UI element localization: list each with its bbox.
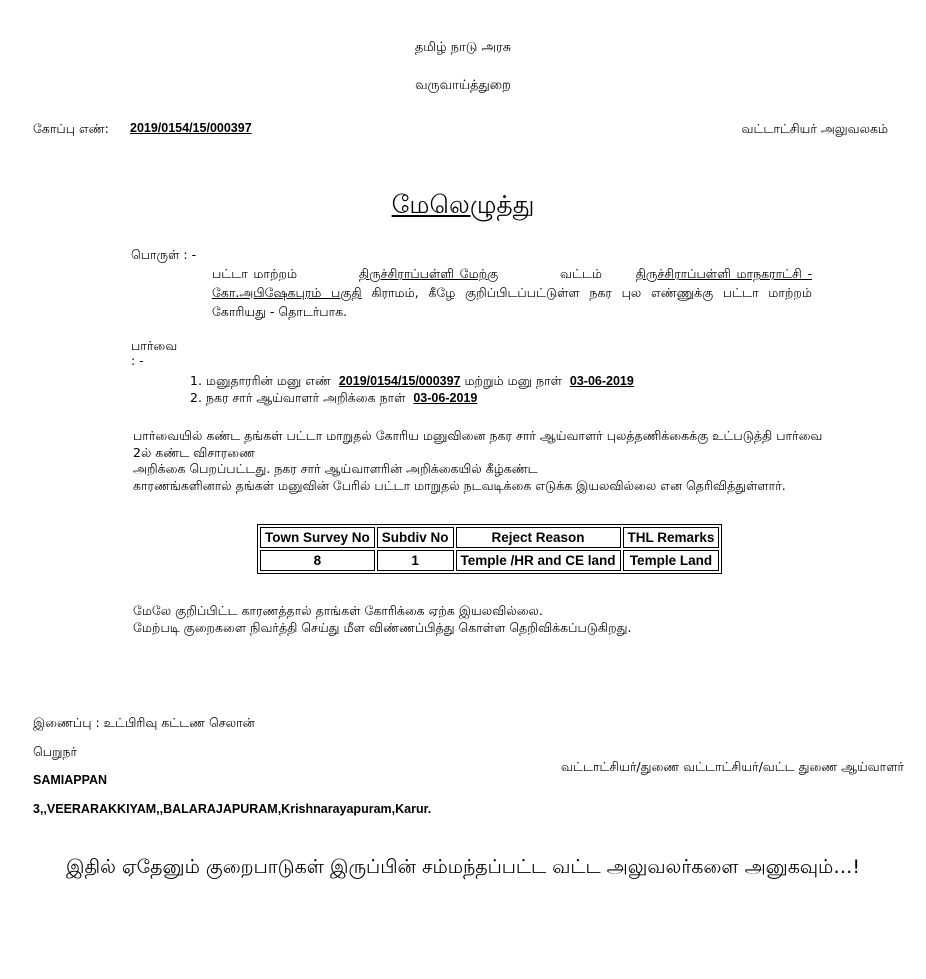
office-name: வட்டாட்சியர் அலுவலகம் [741,121,888,136]
closing-line-2: மேற்படி குறைகளை நிவர்த்தி செய்து மீள விண்ணப்பித்து கொள்ள தெறிவிக்கப்படுகிறது. [133,620,632,635]
cell-town-survey-no: 8 [260,550,375,571]
reference-label: பார்வை [131,338,178,353]
header-reject-reason: Reject Reason [456,527,621,548]
body-paragraph [133,428,823,494]
body-line-1: பார்வையில் கண்ட தங்கள் பட்டா மாறுதல் கோரிய மனுவினை நகர சார் ஆய்வாளர் புலத்தணிக்கைக்கு உட்படுத்தி பார்வை 2ல் கண்ட விசாரணை [133,428,823,460]
closing-line-1: மேலே குறிப்பிட்ட காரணத்தால் தாங்கள் கோரிக்கை ஏற்க இயலவில்லை. [133,603,543,618]
header-thl-remarks: THL Remarks [623,527,720,548]
body-line-2: அறிக்கை பெறப்பட்டது. நகர சார் ஆய்வாளரின் அறிக்கையில் கீழ்கண்ட [133,461,538,476]
cell-reject-reason: Temple /HR and CE land [456,550,621,571]
recipient-address: 3,,VEERARAKKIYAM,,BALARAJAPURAM,Krishnarayapuram,Karur. [33,802,432,816]
cell-thl-remarks: Temple Land [623,550,720,571]
rejection-table [257,524,722,574]
reference-colon: : - [131,353,144,368]
recipient-label: பெறுநர் [33,744,78,759]
petition-number: 2019/0154/15/000397 [338,374,461,388]
subject-village: திருச்சிராப்பள்ளி மாநகராட்சி - கோ.அபிஷேகபுரம் பகுதி [212,266,812,300]
subject-part2: வட்டம் [560,266,602,281]
subject-taluk: திருச்சிராப்பள்ளி மேற்கு [358,266,499,281]
subject-text [212,264,812,321]
recipient-name: SAMIAPPAN [33,773,108,787]
header-subdiv-no: Subdiv No [377,527,454,548]
table-header-row [260,527,719,548]
file-number-label: கோப்பு எண்: [33,121,109,136]
subject-label: பொருள் : - [131,247,197,262]
signatory: வட்டாட்சியர்/துணை வட்டாட்சியர்/வட்ட துணை ஆய்வாளர் [561,759,904,774]
reference-item-2: 2. நகர சார் ஆய்வாளர் அறிக்கை நாள் 03-06-2019 [190,390,478,405]
petition-date: 03-06-2019 [569,374,634,388]
file-number: 2019/0154/15/000397 [130,121,252,135]
table-row [260,550,719,571]
header-town-survey-no: Town Survey No [260,527,375,548]
subject-part1: பட்டா மாற்றம் [212,266,298,281]
closing-paragraph [133,602,632,636]
department-heading: வருவாய்த்துறை [415,78,511,93]
footer-note: இதில் ஏதேனும் குறைபாடுகள் இருப்பின் சம்மந்தப்பட்ட வட்ட அலுவலர்களை அனுகவும்…! [66,856,860,878]
reference-item-1: 1. மனுதாரரின் மனு எண் 2019/0154/15/000397 மற்றும் மனு நாள் 03-06-2019 [190,373,634,388]
enclosure: இணைப்பு : உட்பிரிவு கட்டண செலான் [33,715,255,730]
report-date: 03-06-2019 [413,391,478,405]
document-title: மேலெழுத்து [391,190,535,219]
subject-part3: கிராமம், கீழே குறிப்பிடப்பட்டுள்ள நகர புல எண்ணுக்கு பட்டா மாற்றம் கோரியது - தொடர்பாக. [212,285,812,319]
cell-subdiv-no: 1 [377,550,454,571]
body-line-3: காரணங்களினால் தங்கள் மனுவின் பேரில் பட்டா மாறுதல் நடவடிக்கை எடுக்க இயலவில்லை என தெரிவித்துள்ளார். [133,477,786,493]
government-heading: தமிழ் நாடு அரசு [414,40,512,55]
